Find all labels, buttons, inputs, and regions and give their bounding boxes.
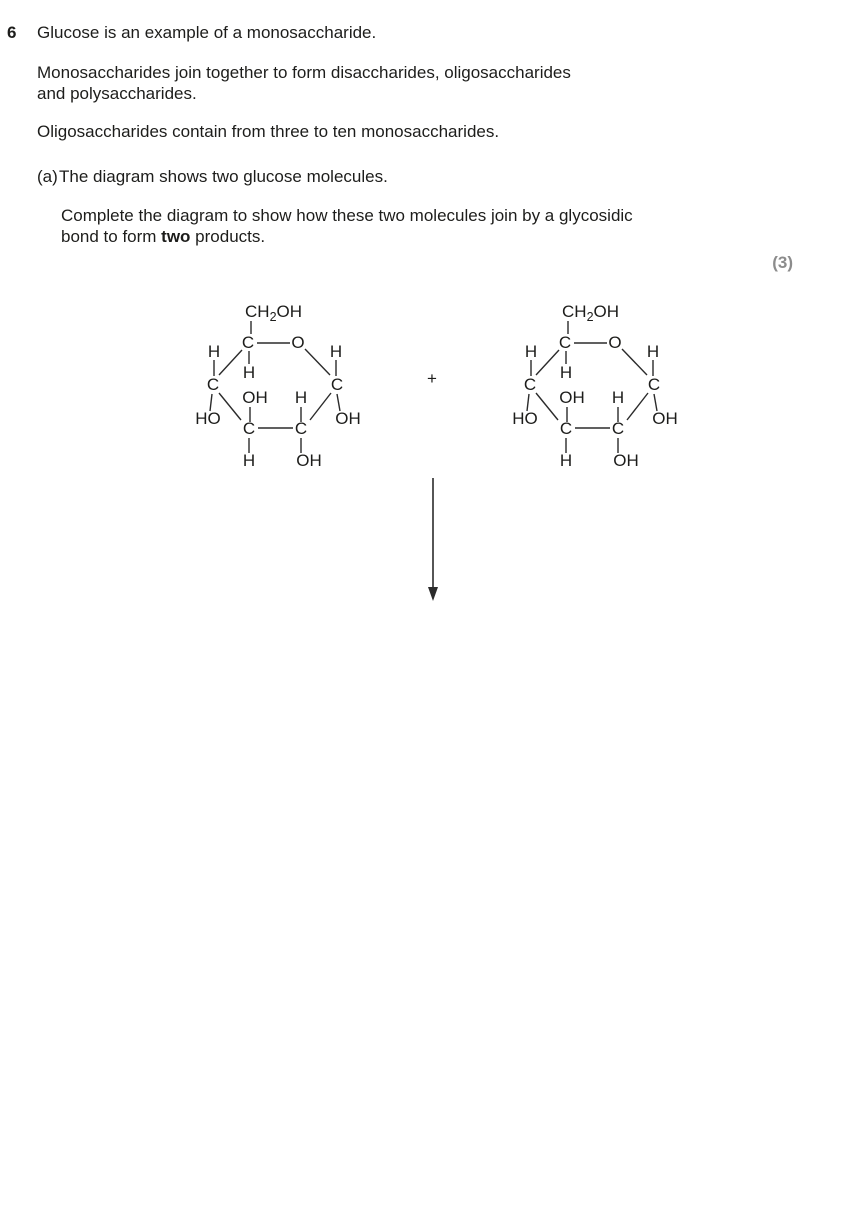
molecule-1-atom-oh-bottom: OH xyxy=(296,451,322,470)
molecule-2-atom-oh-mid: OH xyxy=(559,388,585,407)
plus-sign: + xyxy=(427,369,437,388)
molecule-1-atom-h-top-left: H xyxy=(207,342,221,361)
molecule-2-atom-c-left: C xyxy=(523,375,537,394)
glucose-diagram xyxy=(0,280,858,620)
molecule-2-bond-line xyxy=(627,393,648,420)
molecule-1-atom-oh-right: OH xyxy=(335,409,361,428)
molecule-1-atom-c-top: C xyxy=(241,333,255,352)
molecule-2-atom-c-bottom-right: C xyxy=(611,419,625,438)
molecule-2-atom-oh-right: OH xyxy=(652,409,678,428)
paragraph-oligosaccharides: Oligosaccharides contain from three to ten monosaccharides. xyxy=(37,122,500,141)
molecule-2-atom-h-inner: H xyxy=(559,363,573,382)
molecule-2-atom-oh-bottom: OH xyxy=(613,451,639,470)
molecule-1-atom-c-right: C xyxy=(330,375,344,394)
molecule-1-atom-h-mid: H xyxy=(294,388,308,407)
instruction-line2-pre: bond to form xyxy=(61,227,162,246)
molecule-2-atom-c-top: C xyxy=(558,333,572,352)
molecule-1-atom-c-bottom-right: C xyxy=(294,419,308,438)
molecule-1-bond-line xyxy=(305,349,330,375)
molecule-2-atom-o-ring: O xyxy=(608,333,622,352)
molecule-1-atom-o-ring: O xyxy=(291,333,305,352)
molecule-1-atom-ho-left: HO xyxy=(195,409,221,428)
molecule-1-atom-c-bottom-left: C xyxy=(242,419,256,438)
part-a-instruction-line2 xyxy=(61,227,265,247)
molecule-2-atom-h-mid: H xyxy=(611,388,625,407)
molecule-1-atom-h-top-right: H xyxy=(329,342,343,361)
molecule-2-bond-line xyxy=(622,349,647,375)
molecule-2-atom-h-top-right: H xyxy=(646,342,660,361)
molecule-1-bond-line xyxy=(310,393,331,420)
molecule-2-atom-h-top-left: H xyxy=(524,342,538,361)
molecule-2-atom-c-right: C xyxy=(647,375,661,394)
paragraph-monosaccharides-line1: Monosaccharides join together to form disaccharides, oligosaccharides xyxy=(37,63,571,82)
reaction-arrow-head xyxy=(428,587,438,601)
molecule-1-atom-h-inner: H xyxy=(242,363,256,382)
paragraph-monosaccharides-line2: and polysaccharides. xyxy=(37,84,197,103)
part-a-label: (a) xyxy=(37,167,58,186)
question-intro-text: Glucose is an example of a monosaccharide. xyxy=(37,23,377,42)
part-a-heading xyxy=(37,167,388,187)
molecule-1-atom-ch2oh: $CH_2OH$ xyxy=(245,302,303,324)
part-a-instruction-line1: Complete the diagram to show how these two molecules join by a glycosidic xyxy=(61,206,633,225)
molecule-1-atom-c-left: C xyxy=(206,375,220,394)
reaction-arrow xyxy=(428,478,438,601)
question-number: 6 xyxy=(7,23,17,42)
question-stem xyxy=(7,23,376,43)
molecule-2-bond-line xyxy=(536,393,558,420)
marks-badge: (3) xyxy=(772,253,793,272)
instruction-line2-bold: two xyxy=(161,227,191,246)
molecule-2-atom-ho-left: HO xyxy=(512,409,538,428)
molecule-1-atom-h-bottom: H xyxy=(242,451,256,470)
molecule-2-atom-c-bottom-left: C xyxy=(559,419,573,438)
part-a-text: The diagram shows two glucose molecules. xyxy=(59,167,388,186)
molecule-2-bond-line xyxy=(536,350,559,375)
molecule-1-bond-line xyxy=(219,350,242,375)
molecule-1-atom-oh-mid: OH xyxy=(242,388,268,407)
molecule-1-bond-line xyxy=(219,393,241,420)
molecule-2-atom-ch2oh: $CH_2OH$ xyxy=(562,302,620,324)
molecule-2-atom-h-bottom: H xyxy=(559,451,573,470)
instruction-line2-post: products. xyxy=(190,227,266,246)
